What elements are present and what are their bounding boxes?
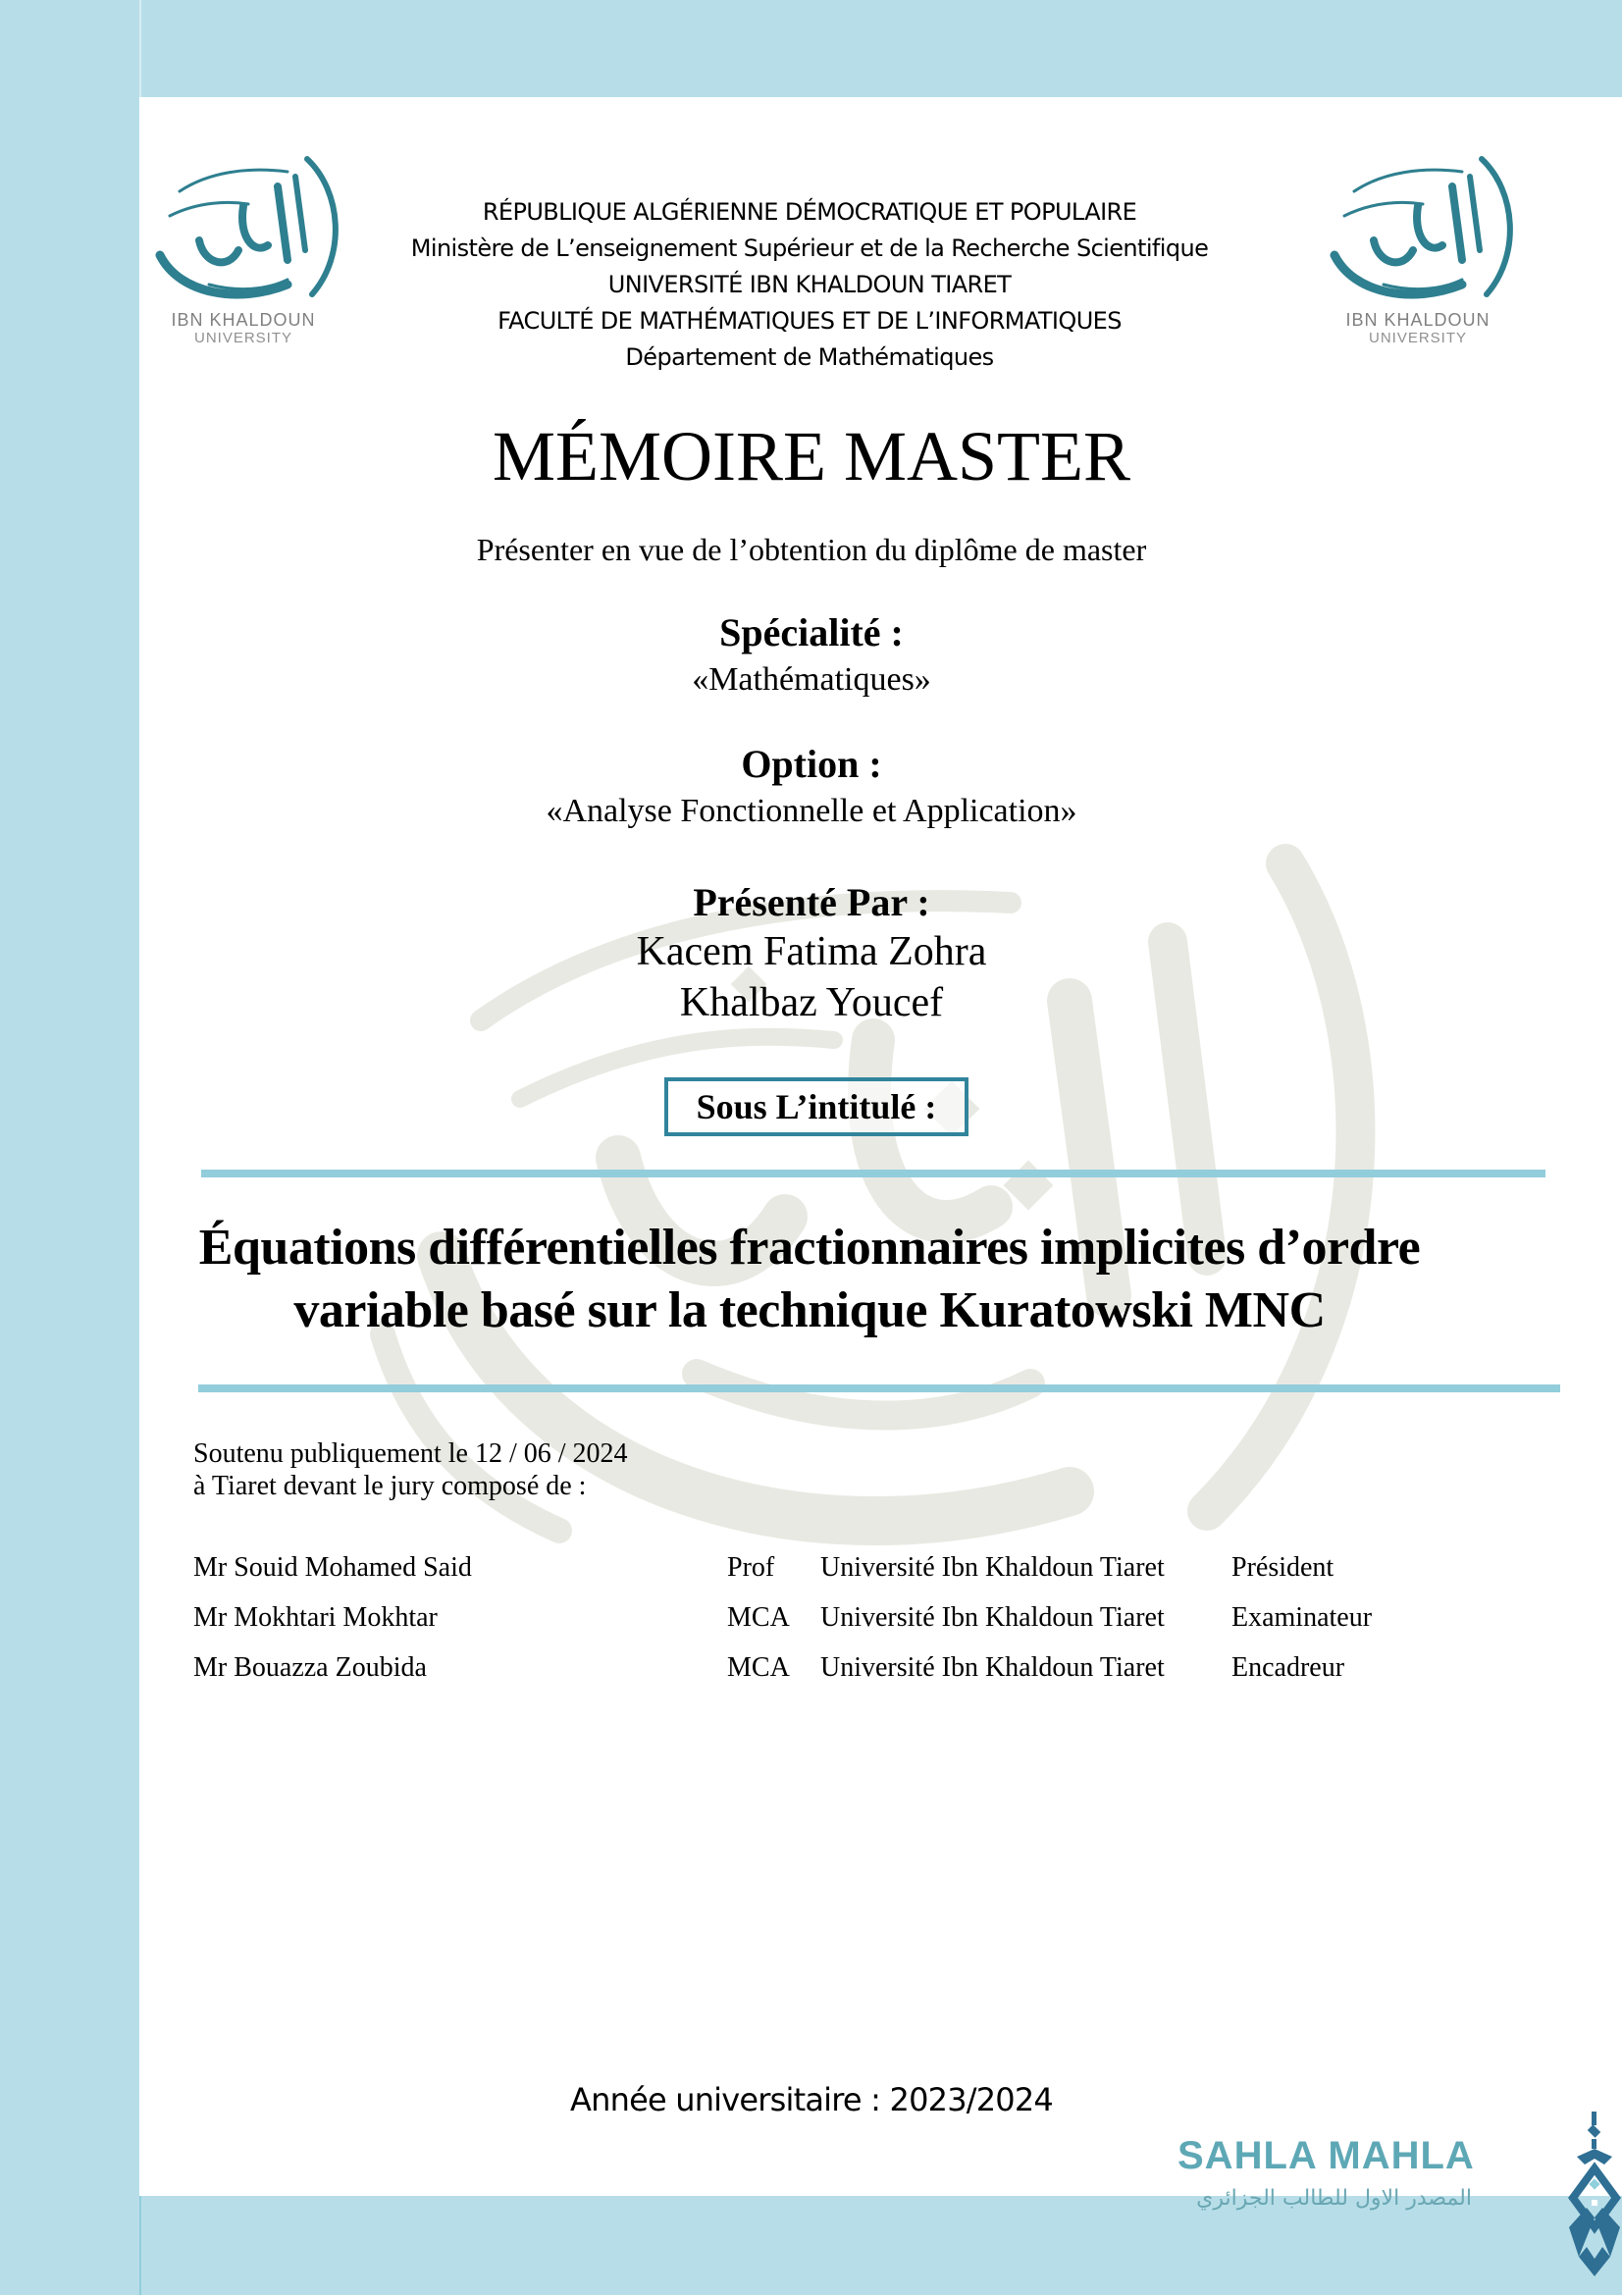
logo-name-text: IBN KHALDOUN (1345, 310, 1491, 330)
header-faculty: FACULTÉ DE MATHÉMATIQUES ET DE L’INFORMATIQUES (497, 307, 1122, 335)
intitule-label-box: Sous L’intitulé : (664, 1077, 968, 1136)
thesis-title-line: variable basé sur la technique Kuratowski MNC (293, 1282, 1326, 1338)
jury-role: Encadreur (1231, 1652, 1345, 1683)
option-value: «Analyse Fonctionnelle et Application» (546, 793, 1077, 829)
presented-by-label: Présenté Par : (693, 880, 930, 924)
thesis-title-line: Équations différentielles fractionnaires implicites d’ordre (198, 1220, 1421, 1276)
brand-name: SAHLA MAHLA (1177, 2134, 1475, 2177)
title-rule-top (201, 1170, 1545, 1177)
author-name: Khalbaz Youcef (679, 980, 944, 1025)
document-type-title: MÉMOIRE MASTER (492, 417, 1131, 496)
defense-info (193, 1437, 628, 1502)
brand-tagline: المصدر الاول للطالب الجزائري (1196, 2186, 1472, 2211)
ibn-khaldoun-calligraphy-icon (140, 147, 346, 314)
specialite-label: Spécialité : (719, 610, 904, 654)
document-purpose: Présenter en vue de l’obtention du diplôme de master (476, 532, 1147, 567)
jury-institution: Université Ibn Khaldoun Tiaret (820, 1652, 1165, 1683)
jury-grade: Prof (727, 1552, 775, 1583)
left-border-band (0, 0, 139, 2295)
jury-role: Président (1231, 1552, 1334, 1583)
specialite-value: «Mathématiques» (692, 661, 931, 698)
jury-name: Mr Souid Mohamed Said (193, 1552, 472, 1583)
header-republic: RÉPUBLIQUE ALGÉRIENNE DÉMOCRATIQUE ET POPULAIRE (482, 198, 1137, 226)
title-rule-bottom (198, 1384, 1560, 1392)
jury-name: Mr Bouazza Zoubida (193, 1652, 427, 1683)
defense-date-line: Soutenu publiquement le 12 / 06 / 2024 (193, 1438, 628, 1469)
academic-year: Année universitaire : 2023/2024 (570, 2081, 1053, 2118)
header-ministry: Ministère de L’enseignement Supérieur et de la Recherche Scientifique (410, 235, 1209, 262)
jury-grade: MCA (727, 1652, 790, 1683)
logo-sub-text: UNIVERSITY (193, 330, 292, 346)
institution-header (353, 194, 1266, 376)
header-department: Département de Mathématiques (625, 343, 994, 371)
sahla-mahla-emblem-icon (1565, 2110, 1622, 2286)
author-name: Kacem Fatima Zohra (636, 929, 987, 974)
option-label: Option : (741, 742, 882, 786)
defense-jury-intro: à Tiaret devant le jury composé de : (193, 1471, 587, 1501)
thesis-title (147, 1217, 1472, 1342)
sahla-mahla-brand (1177, 2110, 1622, 2296)
jury-role: Examinateur (1231, 1602, 1373, 1633)
top-border-band (139, 0, 1622, 97)
logo-sub-text: UNIVERSITY (1368, 330, 1467, 346)
jury-institution: Université Ibn Khaldoun Tiaret (820, 1602, 1165, 1633)
university-logo-right (1315, 147, 1521, 363)
university-logo-left (140, 147, 346, 363)
header-university: UNIVERSITÉ IBN KHALDOUN TIARET (607, 271, 1012, 298)
jury-name: Mr Mokhtari Mokhtar (193, 1602, 438, 1633)
ibn-khaldoun-calligraphy-icon (1315, 147, 1521, 314)
logo-name-text: IBN KHALDOUN (171, 310, 316, 330)
jury-institution: Université Ibn Khaldoun Tiaret (820, 1552, 1165, 1583)
jury-grade: MCA (727, 1602, 790, 1633)
